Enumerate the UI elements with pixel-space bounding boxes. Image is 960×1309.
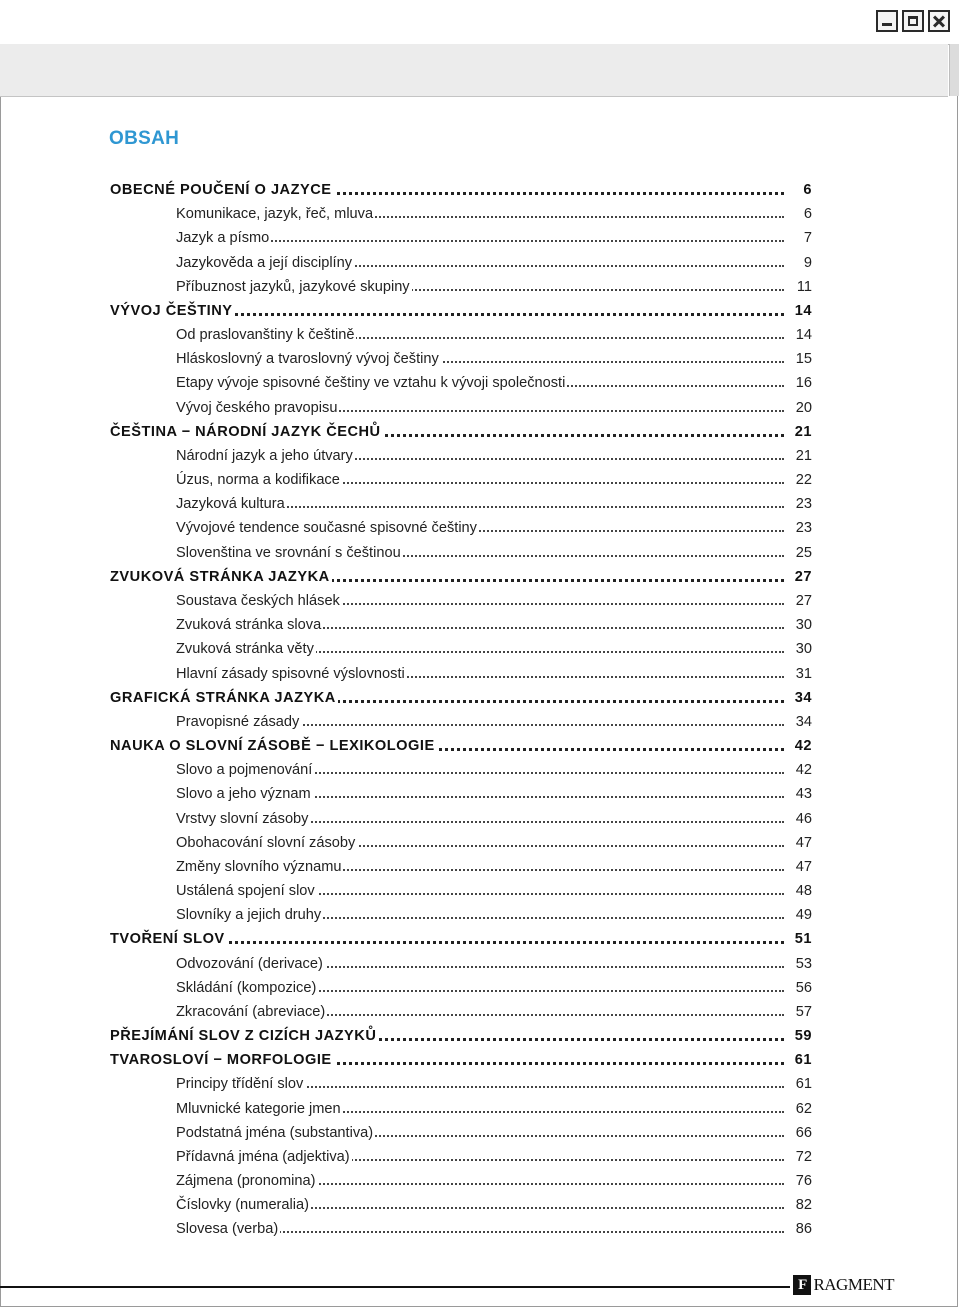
toc-entry-label: Od praslovanštiny k češtině — [176, 327, 355, 344]
toc-entry-label: Hláskoslovný a tvaroslovný vývoj češtiny — [176, 351, 439, 368]
toc-section-row[interactable] — [0, 275, 960, 299]
toc-section-row[interactable] — [0, 589, 960, 613]
toc-entry-label: Skládání (kompozice) — [176, 979, 317, 996]
toc-entry-label: Komunikace, jazyk, řeč, mluva — [176, 206, 374, 223]
toc-entry-label: Vývojové tendence současné spisovné češtiny — [176, 520, 477, 537]
toc-entry-label: PŘEJÍMÁNÍ SLOV Z CIZÍCH JAZYKŮ — [110, 1028, 377, 1045]
toc-entry-label: Vývoj českého pravopisu — [176, 399, 338, 416]
toc-page-number: 46 — [795, 810, 812, 827]
toc-entry-label: Slovenština ve srovnání s češtinou — [176, 544, 401, 561]
toc-entry-label: Slovo a jeho význam — [176, 786, 311, 803]
toc-entry-label: Slovo a pojmenování — [176, 762, 313, 779]
toc-page-number: 22 — [795, 472, 812, 489]
toc-section-row[interactable] — [0, 952, 960, 976]
toc-section-row[interactable] — [0, 251, 960, 275]
logo-text: RAGMENT — [813, 1275, 894, 1294]
publisher-logo — [793, 1275, 894, 1295]
toc-section-row[interactable] — [0, 855, 960, 879]
toc-page-number: 47 — [795, 858, 812, 875]
minimize-button[interactable] — [876, 10, 898, 32]
toc-entry-label: ZVUKOVÁ STRÁNKA JAZYKA — [110, 568, 330, 585]
toc-entry-label: Odvozování (derivace) — [176, 955, 323, 972]
toc-chapter-row[interactable] — [0, 565, 960, 589]
toc-page-number: 14 — [795, 327, 812, 344]
toc-page-number: 27 — [794, 568, 812, 585]
toc-page-number: 25 — [795, 544, 812, 561]
toc-page-number: 62 — [795, 1100, 812, 1117]
toc-entry-label: Vrstvy slovní zásoby — [176, 810, 309, 827]
toc-section-row[interactable] — [0, 782, 960, 806]
toc-page-number: 9 — [803, 254, 812, 271]
toc-page-number: 56 — [795, 979, 812, 996]
toc-section-row[interactable] — [0, 444, 960, 468]
toc-page-number: 15 — [795, 351, 812, 368]
toc-page-number: 42 — [794, 738, 812, 755]
toc-page-number: 16 — [795, 375, 812, 392]
toc-section-row[interactable] — [0, 879, 960, 903]
toc-section-row[interactable] — [0, 323, 960, 347]
toc-chapter-row[interactable] — [0, 299, 960, 323]
toc-entry-label: ČEŠTINA − NÁRODNÍ JAZYK ČECHŮ — [110, 423, 381, 440]
toc-page-number: 51 — [794, 931, 812, 948]
toc-page-number: 34 — [794, 689, 812, 706]
toc-entry-label: TVOŘENÍ SLOV — [110, 931, 225, 948]
toc-section-row[interactable] — [0, 661, 960, 685]
logo-mark-icon: F — [793, 1275, 811, 1295]
toc-entry-label: Etapy vývoje spisovné češtiny ve vztahu k vývoji společnosti — [176, 375, 566, 392]
toc-page-number: 21 — [794, 423, 812, 440]
page-title: OBSAH — [109, 128, 180, 149]
toc-entry-label: Jazyk a písmo — [176, 230, 270, 247]
toc-section-row[interactable] — [0, 903, 960, 927]
maximize-button[interactable] — [902, 10, 924, 32]
toc-section-row[interactable] — [0, 1169, 960, 1193]
toc-entry-label: Mluvnické kategorie jmen — [176, 1100, 341, 1117]
toc-page-number: 6 — [803, 182, 812, 199]
toc-entry-label: Zvuková stránka slova — [176, 617, 322, 634]
toc-entry-label: Hlavní zásady spisovné výslovnosti — [176, 665, 405, 682]
toc-page-number: 43 — [795, 786, 812, 803]
toc-entry-label: Slovníky a jejich druhy — [176, 907, 322, 924]
toc-page-number: 27 — [795, 593, 812, 609]
window-controls — [876, 10, 950, 32]
title-bar — [0, 0, 958, 45]
toc-page-number: 23 — [795, 496, 812, 513]
toc-entry-label: Slovesa (verba) — [176, 1221, 279, 1238]
toc-page-number: 30 — [795, 641, 812, 658]
footer-rule — [0, 1286, 790, 1288]
toc-section-row[interactable] — [0, 202, 960, 226]
toc-section-row[interactable] — [0, 637, 960, 661]
toc-section-row[interactable] — [0, 1145, 960, 1169]
toc-page-number: 23 — [795, 520, 812, 537]
toc-section-row[interactable] — [0, 1121, 960, 1145]
toc-section-row[interactable] — [0, 1193, 960, 1217]
toc-section-row[interactable] — [0, 1217, 960, 1241]
toc-entry-label: Pravopisné zásady — [176, 713, 300, 730]
toc-page-number: 86 — [795, 1221, 812, 1238]
toc-section-row[interactable] — [0, 396, 960, 420]
toc-page-number: 31 — [795, 665, 812, 682]
toc-page-number: 76 — [795, 1173, 812, 1190]
toc-chapter-row[interactable] — [0, 1048, 960, 1072]
toc-section-row[interactable] — [0, 613, 960, 637]
toc-section-row[interactable] — [0, 710, 960, 734]
toc-section-row[interactable] — [0, 1072, 960, 1096]
toc-entry-label: Zkracování (abreviace) — [176, 1003, 326, 1020]
toc-section-row[interactable] — [0, 226, 960, 250]
toc-page-number: 6 — [803, 206, 812, 223]
table-of-contents — [0, 178, 960, 1242]
toc-chapter-row[interactable] — [0, 420, 960, 444]
toc-section-row[interactable] — [0, 976, 960, 1000]
toc-entry-label: Zvuková stránka věty — [176, 641, 314, 658]
toc-section-row[interactable] — [0, 1097, 960, 1121]
toc-section-row[interactable] — [0, 371, 960, 395]
toc-page-number: 66 — [795, 1124, 812, 1141]
toolbar-band — [0, 44, 948, 97]
toc-section-row[interactable] — [0, 492, 960, 516]
toc-section-row[interactable] — [0, 347, 960, 371]
toc-entry-label: NAUKA O SLOVNÍ ZÁSOBĚ − LEXIKOLOGIE — [110, 738, 435, 755]
toc-section-row[interactable] — [0, 806, 960, 830]
toc-page-number: 21 — [795, 447, 812, 464]
toc-entry-label: Jazyková kultura — [176, 496, 285, 513]
toc-page-number: 61 — [794, 1052, 812, 1069]
toc-chapter-row[interactable] — [0, 734, 960, 758]
toc-section-row[interactable] — [0, 468, 960, 492]
toc-chapter-row[interactable] — [0, 1024, 960, 1048]
toc-entry-label: Příbuznost jazyků, jazykové skupiny — [176, 278, 410, 295]
toc-entry-label: GRAFICKÁ STRÁNKA JAZYKA — [110, 689, 336, 706]
toc-entry-label: Principy třídění slov — [176, 1076, 304, 1093]
toc-page-number: 48 — [795, 883, 812, 900]
toc-chapter-row[interactable] — [0, 686, 960, 710]
toc-page-number: 47 — [795, 834, 812, 851]
toc-entry-label: Podstatná jména (substantiva) — [176, 1124, 374, 1141]
toc-entry-label: OBECNÉ POUČENÍ O JAZYCE — [110, 182, 332, 199]
toc-section-row[interactable] — [0, 541, 960, 565]
toc-section-row[interactable] — [0, 1000, 960, 1024]
toc-entry-label: Ustálená spojení slov — [176, 883, 315, 900]
toc-entry-label: Změny slovního významu — [176, 858, 342, 875]
toc-entry-label: VÝVOJ ČEŠTINY — [110, 302, 233, 319]
toc-entry-label: Úzus, norma a kodifikace — [176, 472, 340, 489]
toc-entry-label: TVAROSLOVÍ − MORFOLOGIE — [110, 1052, 332, 1069]
toc-chapter-row[interactable] — [0, 178, 960, 202]
toc-page-number: 11 — [796, 278, 812, 295]
toc-entry-label: Číslovky (numeralia) — [176, 1197, 309, 1214]
toc-page-number: 61 — [795, 1076, 812, 1093]
toc-entry-label: Soustava českých hlásek — [176, 593, 340, 609]
toc-entry-label: Zájmena (pronomina) — [176, 1173, 316, 1190]
toc-section-row[interactable] — [0, 831, 960, 855]
toc-chapter-row[interactable] — [0, 927, 960, 951]
toc-page-number: 53 — [795, 955, 812, 972]
toc-page-number: 7 — [803, 230, 812, 247]
toc-entry-label: Jazykověda a její disciplíny — [176, 254, 353, 271]
toc-page-number: 20 — [795, 399, 812, 416]
toc-page-number: 30 — [795, 617, 812, 634]
toc-page-number: 14 — [794, 302, 812, 319]
toc-section-row[interactable] — [0, 758, 960, 782]
toc-entry-label: Obohacování slovní zásoby — [176, 834, 356, 851]
scrollbar[interactable] — [949, 44, 959, 96]
toc-page-number: 49 — [795, 907, 812, 924]
toc-page-number: 34 — [795, 713, 812, 730]
toc-page-number: 82 — [795, 1197, 812, 1214]
toc-entry-label: Národní jazyk a jeho útvary — [176, 447, 353, 464]
toc-section-row[interactable] — [0, 516, 960, 540]
toc-page-number: 59 — [794, 1028, 812, 1045]
toc-entry-label: Přídavná jména (adjektiva) — [176, 1148, 350, 1165]
close-button[interactable] — [928, 10, 950, 32]
toc-page-number: 57 — [795, 1003, 812, 1020]
toc-page-number: 72 — [795, 1148, 812, 1165]
toc-page-number: 42 — [795, 762, 812, 779]
